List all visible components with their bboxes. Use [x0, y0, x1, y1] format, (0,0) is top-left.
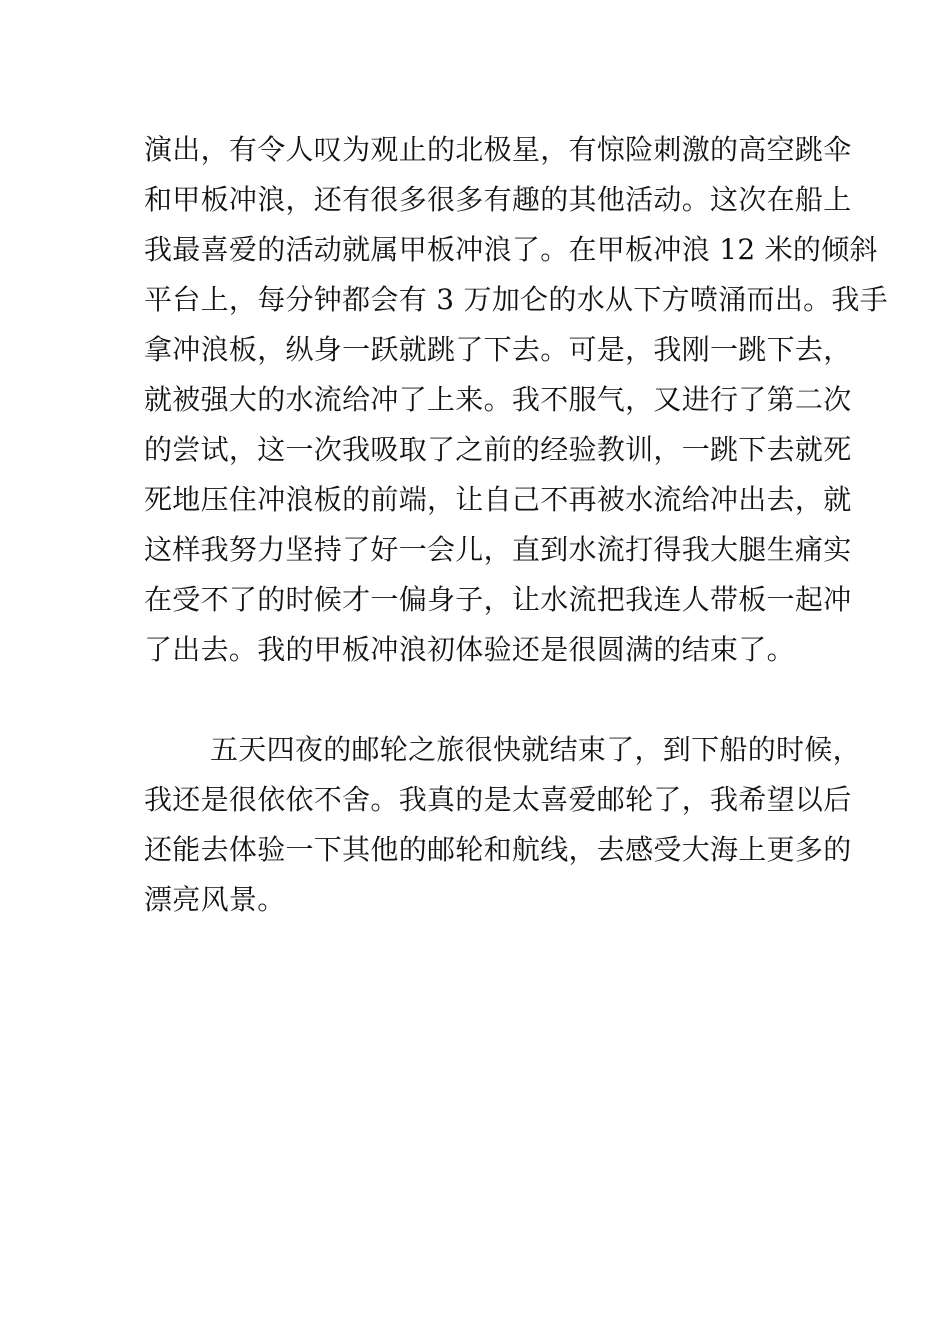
paragraph-1-line: 和甲板冲浪，还有很多很多有趣的其他活动。这次在船上 [144, 183, 852, 216]
paragraph-1-line: 我最喜爱的活动就属甲板冲浪了。在甲板冲浪 12 米的倾斜 [144, 233, 878, 266]
paragraph-1-line: 演出，有令人叹为观止的北极星，有惊险刺激的高空跳伞 [144, 133, 852, 166]
paragraph-2-line: 漂亮风景。 [144, 883, 286, 916]
paragraph-2-line: 我还是很依依不舍。我真的是太喜爱邮轮了，我希望以后 [144, 783, 852, 816]
paragraph-2-line: 还能去体验一下其他的邮轮和航线，去感受大海上更多的 [144, 833, 852, 866]
paragraph-1-line: 拿冲浪板，纵身一跃就跳了下去。可是，我刚一跳下去， [144, 333, 852, 366]
paragraph-1-line: 死地压住冲浪板的前端，让自己不再被水流给冲出去，就 [144, 483, 852, 516]
paragraph-1-line: 了出去。我的甲板冲浪初体验还是很圆满的结束了。 [144, 633, 795, 666]
paragraph-1-line: 就被强大的水流给冲了上来。我不服气，又进行了第二次 [144, 383, 852, 416]
paragraph-1-line: 平台上，每分钟都会有 3 万加仑的水从下方喷涌而出。我手 [144, 283, 889, 316]
paragraph-1-line: 这样我努力坚持了好一会儿，直到水流打得我大腿生痛实 [144, 533, 852, 566]
paragraph-1-line: 在受不了的时候才一偏身子，让水流把我连人带板一起冲 [144, 583, 852, 616]
paragraph-1-line: 的尝试，这一次我吸取了之前的经验教训，一跳下去就死 [144, 433, 852, 466]
paragraph-2-line: 五天四夜的邮轮之旅很快就结束了，到下船的时候， [210, 733, 861, 766]
